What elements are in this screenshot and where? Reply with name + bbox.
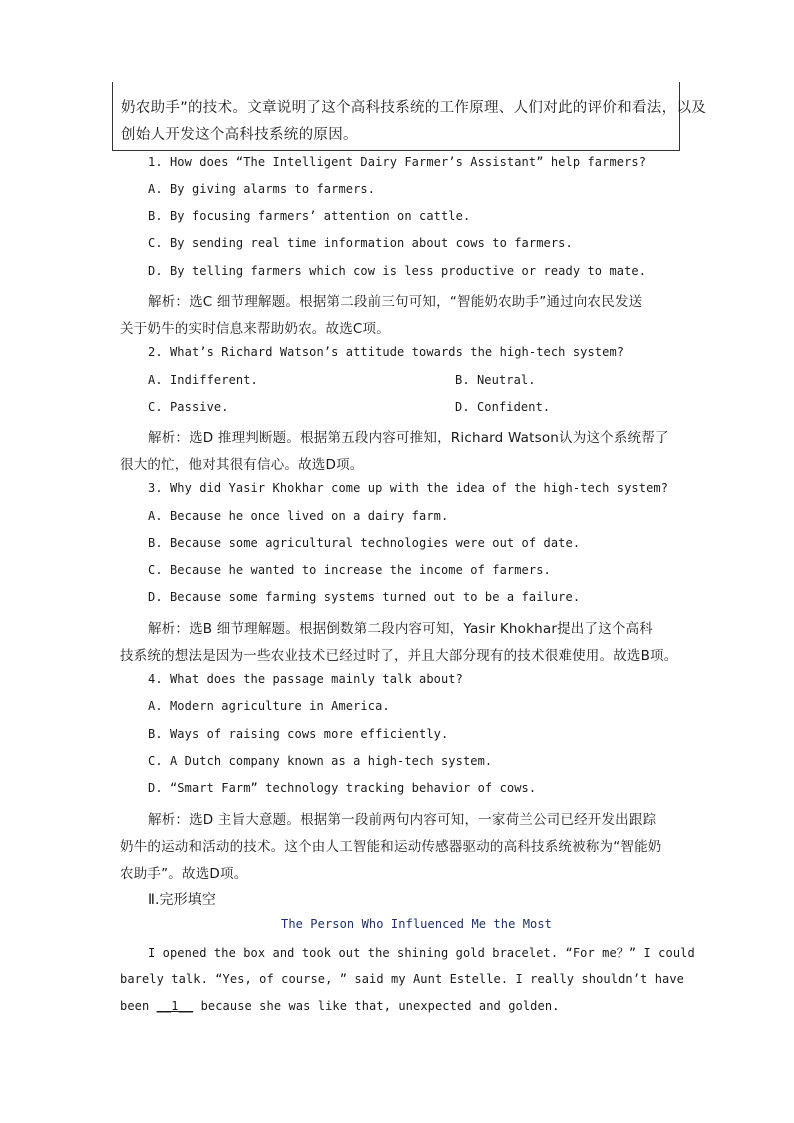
q3-option-b: B. Because some agricultural technologies were out of date. (148, 536, 581, 550)
q2-analysis-line-2: 很大的忙，他对其很有信心。故选D项。 (120, 457, 364, 473)
q2-option-b: B. Neutral. (455, 373, 536, 387)
q1-analysis-line-2: 关于奶牛的实时信息来帮助奶农。故选C项。 (120, 321, 390, 337)
q3-option-a: A. Because he once lived on a dairy farm. (148, 509, 449, 523)
question-3-stem: 3. Why did Yasir Khokhar come up with the idea of the high-tech system? (148, 481, 669, 495)
passage-title: The Person Who Influenced Me the Most (281, 917, 553, 931)
intro-line-2: 创始人开发这个高科技系统的原因。 (121, 127, 358, 143)
q1-option-a: A. By giving alarms to farmers. (148, 182, 376, 196)
q1-option-c: C. By sending real time information about cows to farmers. (148, 236, 573, 250)
question-4-stem: 4. What does the passage mainly talk about? (148, 672, 463, 686)
q3-analysis-line-2: 技系统的想法是因为一些农业技术已经过时了，并且大部分现有的技术很难使用。故选B项。 (120, 648, 678, 664)
blank-1: __1__ (156, 999, 194, 1013)
q1-option-b: B. By focusing farmers’ attention on cattle. (148, 209, 471, 223)
q3-option-d: D. Because some farming systems turned out to be a failure. (148, 590, 581, 604)
passage-line-3-end: because she was like that, unexpected and golden. (193, 999, 560, 1013)
question-2-stem: 2. What’s Richard Watson’s attitude towards the high-tech system? (148, 345, 625, 359)
q3-analysis-line-1: 解析：选B 细节理解题。根据倒数第二段内容可知，Yasir Khokhar提出了这个高科 (148, 621, 654, 637)
q1-option-d: D. By telling farmers which cow is less productive or ready to mate. (148, 264, 647, 278)
passage-line-1: I opened the box and took out the shining gold bracelet. “For me？” I could (148, 946, 695, 960)
section-heading: Ⅱ.完形填空 (148, 892, 216, 908)
q4-option-d: D. “Smart Farm” technology tracking behavior of cows. (148, 781, 537, 795)
intro-box (112, 82, 707, 151)
q4-analysis-line-1: 解析：选D 主旨大意题。根据第一段前两句内容可知，一家荷兰公司已经开发出跟踪 (148, 812, 657, 828)
q2-option-d: D. Confident. (455, 400, 551, 414)
q3-option-c: C. Because he wanted to increase the income of farmers. (148, 563, 551, 577)
q4-analysis-line-2: 奶牛的运动和活动的技术。这个由人工智能和运动传感器驱动的高科技系统被称为“智能奶 (120, 839, 662, 855)
q2-option-a: A. Indifferent. (148, 373, 258, 387)
q1-analysis-line-1: 解析：选C 细节理解题。根据第二段前三句可知，“智能奶农助手”通过向农民发送 (148, 294, 643, 310)
passage-line-3 (120, 999, 559, 1013)
passage-line-2: barely talk. “Yes, of course, ” said my Aunt Estelle. I really shouldn’t have (120, 972, 684, 986)
q4-analysis-line-3: 农助手”。故选D项。 (120, 866, 248, 882)
question-1-stem: 1. How does “The Intelligent Dairy Farmer’s Assistant” help farmers? (148, 155, 647, 169)
intro-line-1: 奶农助手”的技术。文章说明了这个高科技系统的工作原理、人们对此的评价和看法，以及 (121, 100, 707, 116)
q2-option-c: C. Passive. (148, 400, 229, 414)
q4-option-c: C. A Dutch company known as a high-tech system. (148, 754, 493, 768)
passage-line-3-start: been (120, 999, 157, 1013)
q4-option-b: B. Ways of raising cows more efficiently. (148, 727, 449, 741)
q4-option-a: A. Modern agriculture in America. (148, 699, 390, 713)
q2-analysis-line-1: 解析：选D 推理判断题。根据第五段内容可推知，Richard Watson认为这个系统帮了 (148, 430, 669, 446)
